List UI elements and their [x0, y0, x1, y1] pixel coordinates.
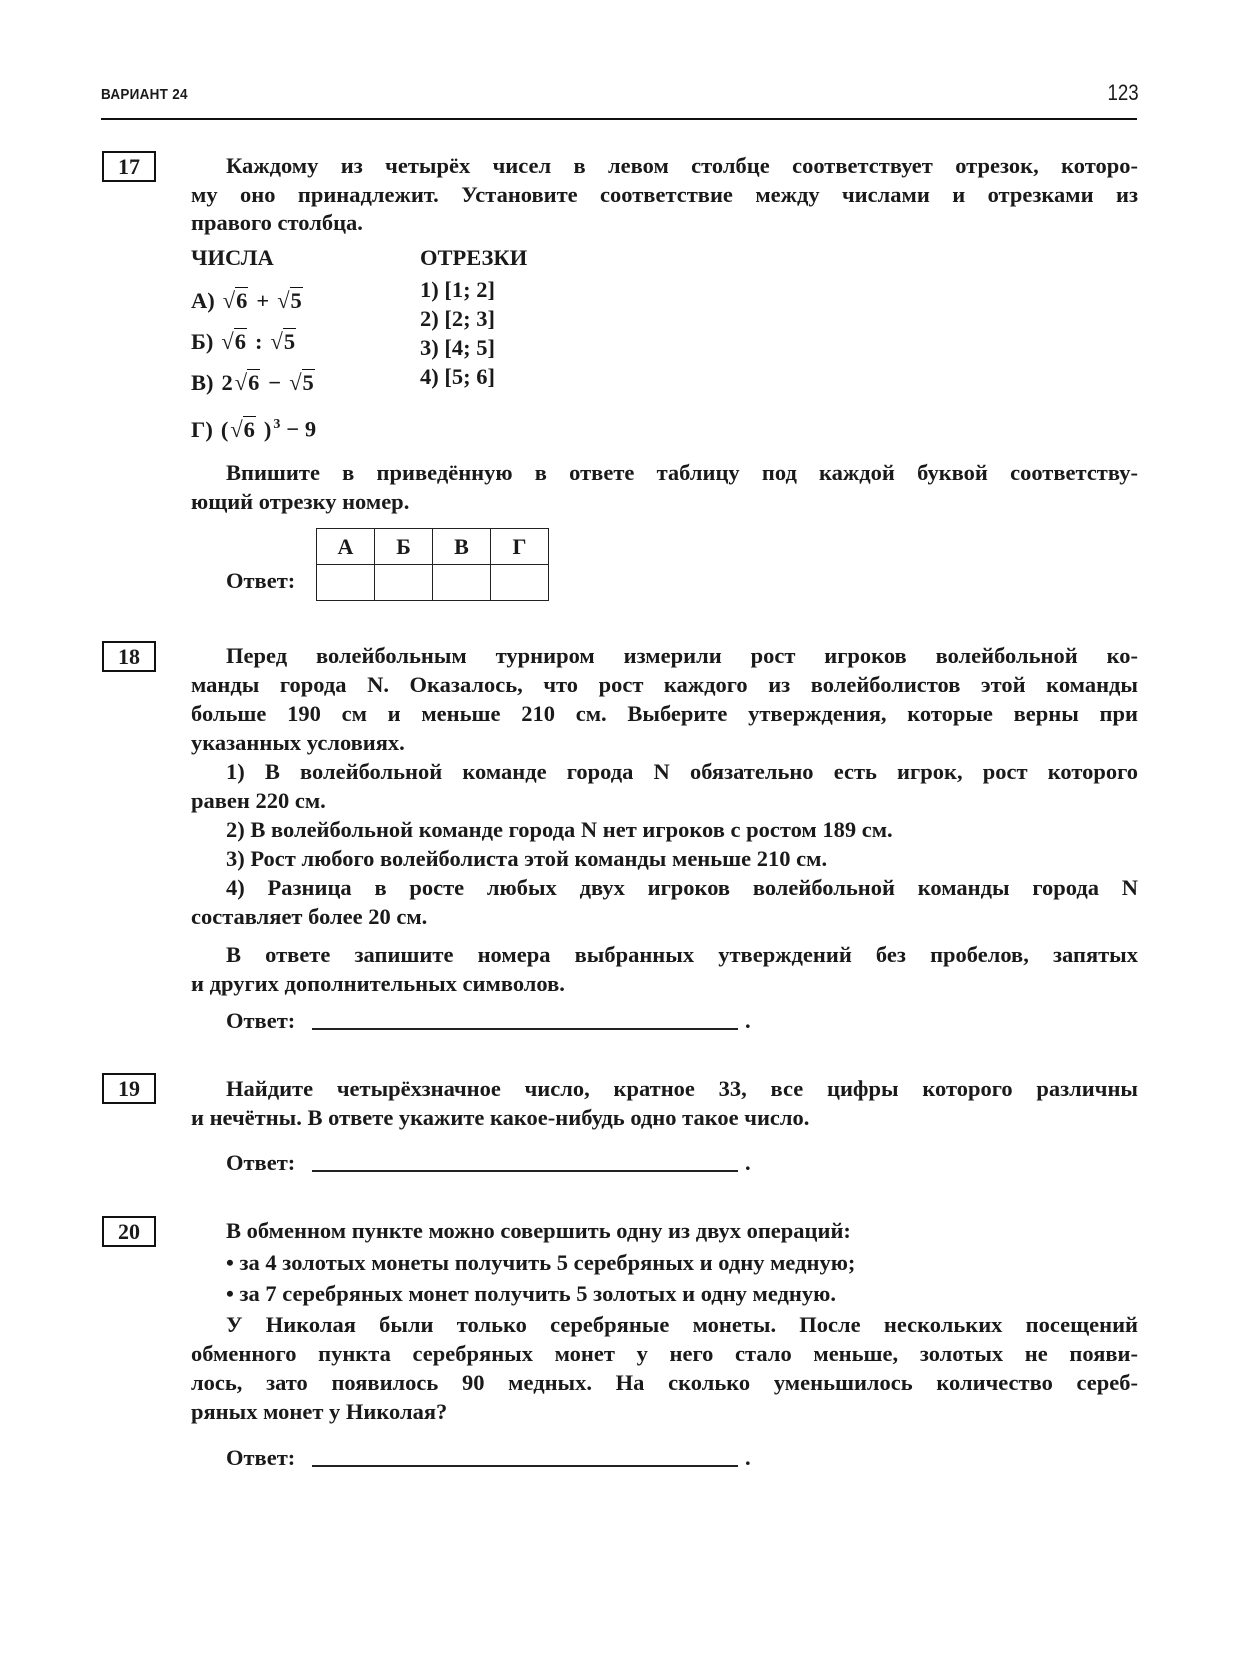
number-item	[191, 411, 316, 444]
header-divider	[101, 118, 1137, 120]
text-line: лось, зато появилось 90 медных. На сколько уменьшилось количество сереб-	[191, 1370, 1138, 1395]
sqrt-expression	[289, 369, 315, 397]
sqrt-expression	[235, 369, 261, 397]
answer-line-18[interactable]	[312, 1028, 738, 1030]
task-number-19: 19	[102, 1073, 156, 1104]
operator: )	[263, 416, 272, 442]
answer-cell-v[interactable]	[433, 565, 491, 601]
sqrt-icon: √	[277, 288, 290, 313]
number-label: Г)	[191, 416, 213, 442]
radicand: 6	[248, 370, 260, 395]
text-line: В ответе запишите номера выбранных утверждений без пробелов, запятых	[226, 942, 1138, 967]
segment-item: 2) [2; 3]	[420, 306, 495, 331]
answer-table-header: Г	[491, 529, 549, 565]
text-line: манды города N. Оказалось, что рост каждого из волейболистов этой команды	[191, 672, 1138, 697]
task-number-17: 17	[102, 151, 156, 182]
number-item	[191, 369, 315, 397]
answer-table-header: А	[317, 529, 375, 565]
radicand: 5	[290, 288, 302, 313]
answer-table-header: В	[433, 529, 491, 565]
exponent: 3	[273, 417, 281, 432]
text-line: и других дополнительных символов.	[191, 971, 565, 996]
number-label: А)	[191, 288, 215, 313]
radicand: 5	[283, 329, 296, 354]
sqrt-expression	[223, 287, 249, 315]
operator: +	[256, 288, 270, 313]
operator: :	[254, 329, 263, 354]
sqrt-expression	[277, 287, 303, 315]
numbers-column-header: ЧИСЛА	[191, 245, 274, 270]
answer-table-header: Б	[375, 529, 433, 565]
number-item	[191, 328, 296, 356]
radicand: 5	[302, 370, 314, 395]
answer-end-dot: .	[745, 1008, 751, 1033]
text-line: 3) Рост любого волейболиста этой команды меньше 210 см.	[226, 846, 828, 871]
sqrt-icon: √	[222, 288, 236, 313]
text-line: У Николая были только серебряные монеты. После нескольких посещений	[226, 1312, 1138, 1337]
sqrt-icon: √	[289, 370, 302, 395]
text-line: 2) В волейбольной команде города N нет игроков с ростом 189 см.	[226, 817, 893, 842]
radicand: 6	[243, 416, 255, 442]
radicand: 6	[234, 329, 246, 354]
text-line: 1) В волейбольной команде города N обязательно есть игрок, рост которого	[226, 759, 1138, 784]
text-line: Перед волейбольным турниром измерили рост игроков волейбольной ко-	[226, 643, 1138, 668]
number-item	[191, 287, 303, 315]
text-line: Впишите в приведённую в ответе таблицу под каждой буквой соответству-	[226, 460, 1138, 485]
answer-line-20[interactable]	[312, 1465, 738, 1467]
text-line: Каждому из четырёх чисел в левом столбце соответствует отрезок, которо-	[226, 153, 1138, 178]
number-suffix: − 9	[286, 416, 317, 442]
running-header-variant: ВАРИАНТ 24	[101, 86, 188, 103]
operator: −	[268, 370, 282, 395]
answer-cell-g[interactable]	[491, 565, 549, 601]
text-line: 4) Разница в росте любых двух игроков волейбольной команды города N	[226, 875, 1138, 900]
text-line: • за 4 золотых монеты получить 5 серебряных и одну медную;	[226, 1250, 856, 1275]
text-line: ряных монет у Николая?	[191, 1399, 448, 1424]
text-line: обменного пункта серебряных монет у него стало меньше, золотых не появи-	[191, 1341, 1138, 1366]
number-prefix: (	[220, 416, 229, 442]
segments-column-header: ОТРЕЗКИ	[420, 245, 528, 270]
page-number: 123	[1107, 80, 1139, 105]
sqrt-expression	[270, 328, 296, 356]
sqrt-icon: √	[221, 329, 234, 354]
task-number-20: 20	[102, 1216, 156, 1247]
text-line: В обменном пункте можно совершить одну из двух операций:	[226, 1218, 851, 1243]
text-line: равен 220 см.	[191, 788, 326, 813]
task-number-18: 18	[102, 641, 156, 672]
sqrt-icon: √	[230, 416, 243, 442]
answer-cell-b[interactable]	[375, 565, 433, 601]
number-prefix: 2	[221, 370, 233, 395]
text-line: указанных условиях.	[191, 730, 405, 755]
segment-item: 4) [5; 6]	[420, 364, 495, 389]
answer-table-17	[316, 528, 549, 601]
answer-line-19[interactable]	[312, 1170, 738, 1172]
text-line: ющий отрезку номер.	[191, 489, 410, 514]
sqrt-icon: √	[270, 329, 283, 354]
sqrt-icon: √	[234, 370, 248, 395]
text-line: и нечётны. В ответе укажите какое-нибудь одно такое число.	[191, 1105, 810, 1130]
answer-label-17: Ответ:	[226, 568, 296, 593]
answer-cell-a[interactable]	[317, 565, 375, 601]
answer-label-19: Ответ:	[226, 1150, 296, 1175]
text-line: му оно принадлежит. Установите соответствие между числами и отрезками из	[191, 182, 1138, 207]
radicand: 6	[236, 288, 248, 313]
answer-label-18: Ответ:	[226, 1008, 296, 1033]
text-line: больше 190 см и меньше 210 см. Выберите утверждения, которые верны при	[191, 701, 1138, 726]
text-line: составляет более 20 см.	[191, 904, 428, 929]
segment-item: 3) [4; 5]	[420, 335, 495, 360]
text-line: правого столбца.	[191, 210, 363, 235]
number-label: Б)	[191, 329, 214, 354]
segment-item: 1) [1; 2]	[420, 277, 495, 302]
sqrt-expression	[221, 328, 247, 356]
sqrt-expression	[230, 416, 256, 444]
number-label: В)	[191, 370, 214, 395]
text-line: • за 7 серебряных монет получить 5 золотых и одну медную.	[226, 1281, 836, 1306]
answer-end-dot: .	[745, 1445, 751, 1470]
text-line: Найдите четырёхзначное число, кратное 33, все цифры которого различны	[226, 1076, 1138, 1101]
answer-end-dot: .	[745, 1150, 751, 1175]
answer-label-20: Ответ:	[226, 1445, 296, 1470]
